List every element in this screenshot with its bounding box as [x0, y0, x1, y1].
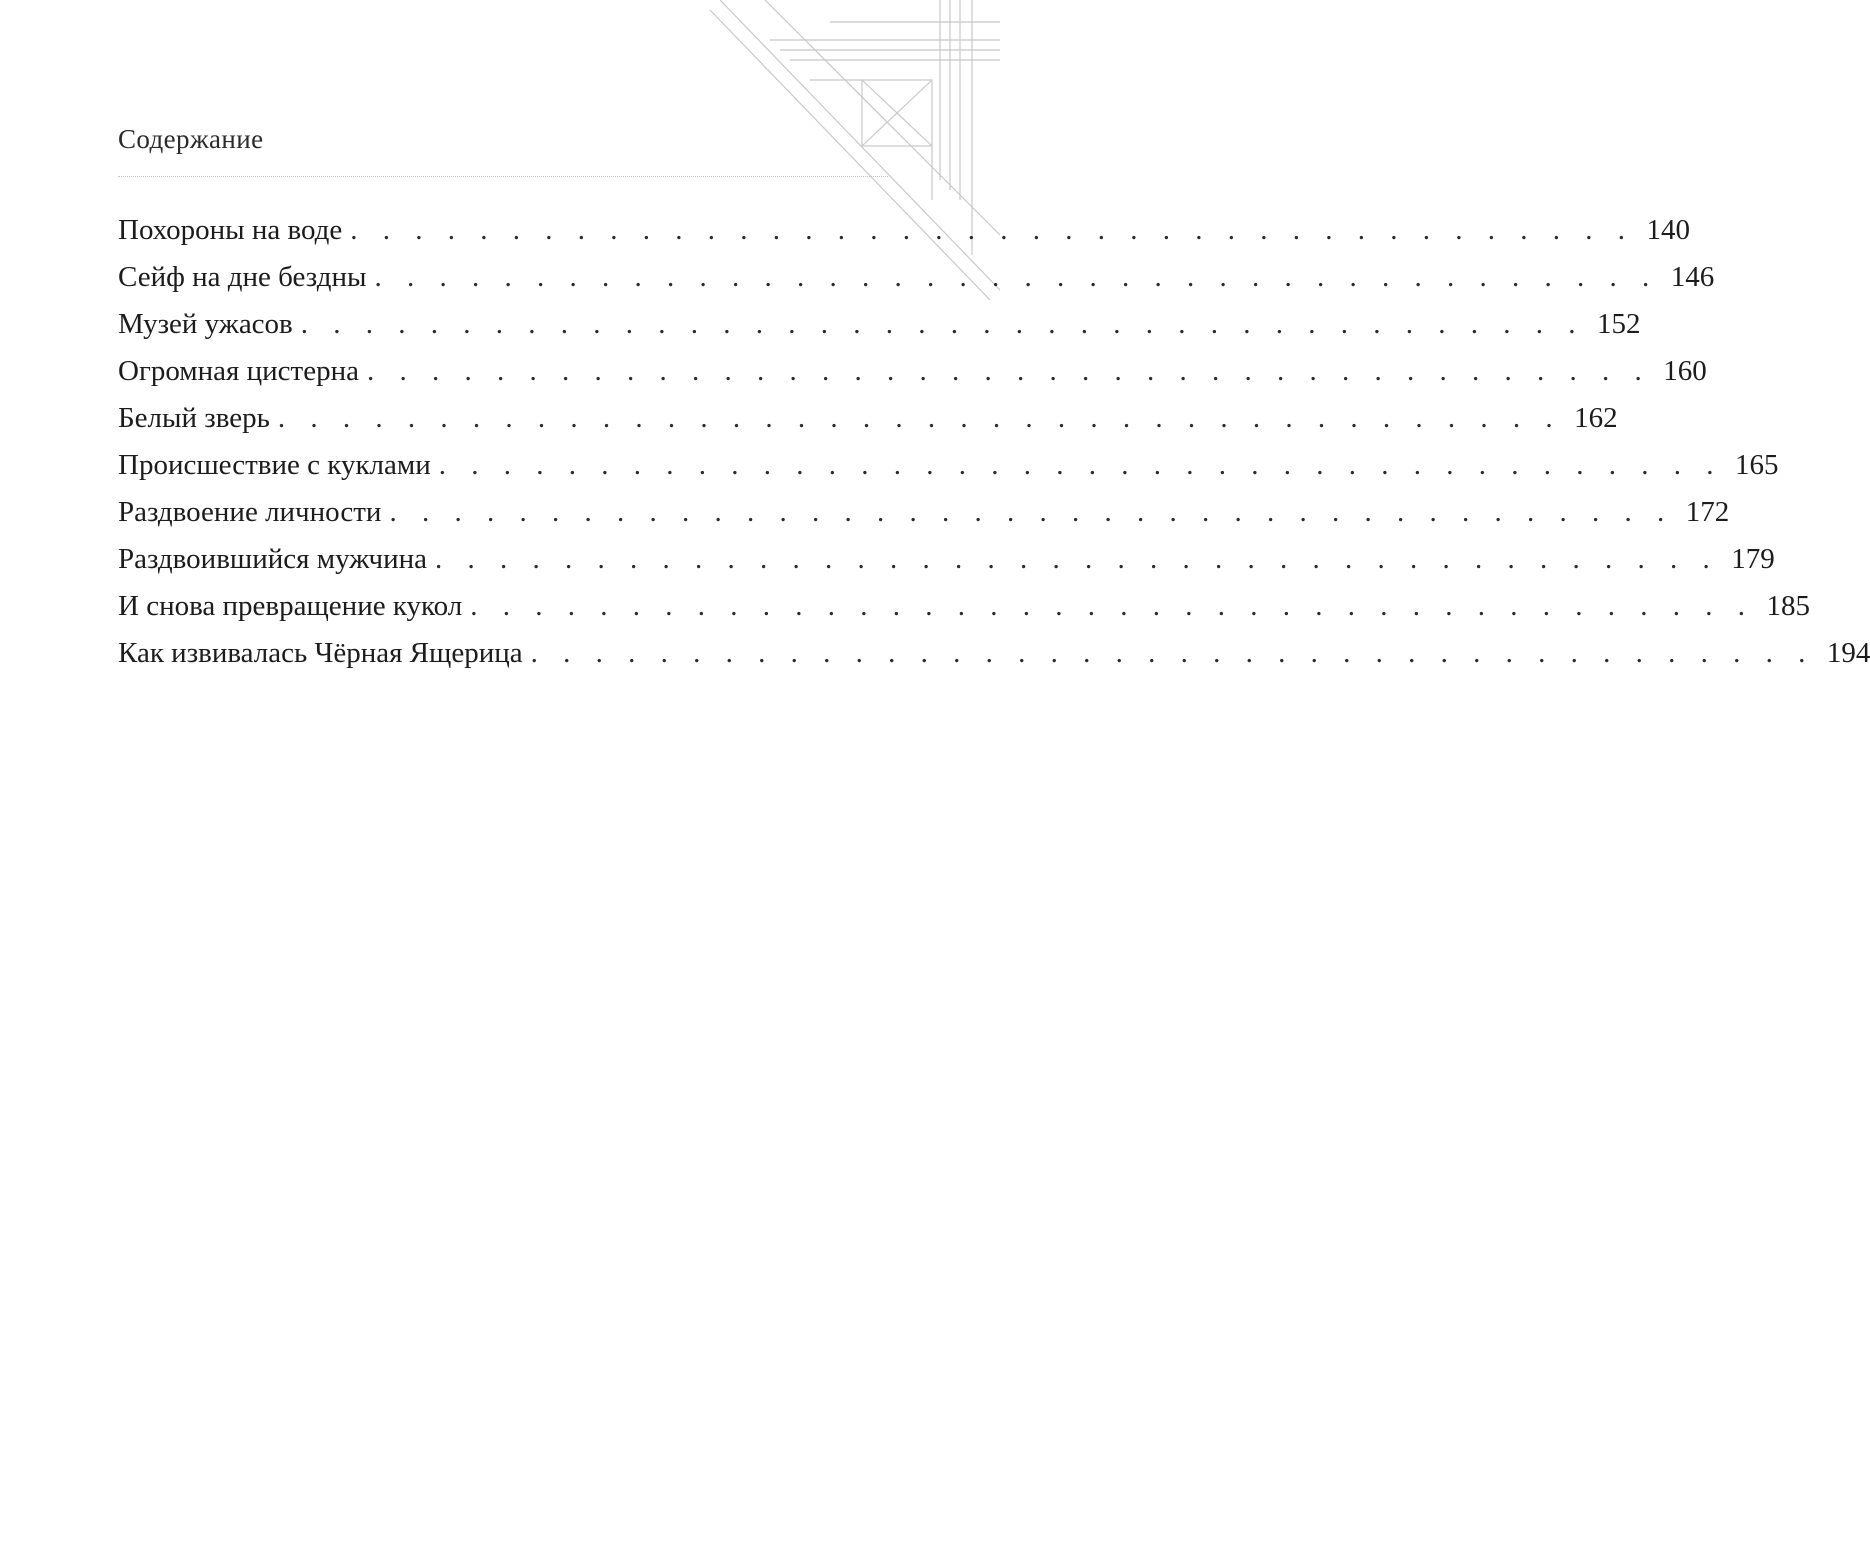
toc-dot-leader: . . . . . . . . . . . . . . . . . . . . . . . . . . . . . . . . . . . . . . . .	[350, 214, 1635, 246]
toc-entry[interactable]	[118, 210, 1691, 257]
toc-entry-title: Музей ужасов	[118, 308, 293, 340]
toc-entry[interactable]	[118, 633, 1870, 680]
toc-entry-page: 160	[1663, 355, 1707, 387]
toc-dot-leader: . . . . . . . . . . . . . . . . . . . . . . . . . . . . . . . . . . . . . . . .	[366, 355, 1651, 387]
toc-entry[interactable]	[118, 586, 1810, 633]
toc-entry-title: Как извивалась Чёрная Ящерица	[118, 637, 523, 669]
toc-entry[interactable]	[118, 445, 1779, 492]
toc-entry[interactable]	[118, 257, 1715, 304]
toc-entry-page: 194	[1826, 637, 1870, 669]
toc-dot-leader: . . . . . . . . . . . . . . . . . . . . . . . . . . . . . . . . . . . . . . . .	[374, 261, 1659, 293]
page-header-title: Содержание	[118, 124, 264, 154]
toc-entry-title: Раздвоение личности	[118, 496, 382, 528]
toc-entry-page: 140	[1646, 214, 1691, 246]
toc-dot-leader: . . . . . . . . . . . . . . . . . . . . . . . . . . . . . . . . . . . . . . . .	[277, 402, 1562, 434]
toc-dot-leader: . . . . . . . . . . . . . . . . . . . . . . . . . . . . . . . . . . . . . . . .	[435, 543, 1719, 575]
toc-entry-page: 162	[1574, 402, 1618, 434]
toc-entry-title: Происшествие с куклами	[118, 449, 431, 481]
toc-entry[interactable]	[118, 492, 1730, 539]
toc-dot-leader: . . . . . . . . . . . . . . . . . . . . . . . . . . . . . . . . . . . . . . . .	[470, 590, 1754, 622]
toc-dot-leader: . . . . . . . . . . . . . . . . . . . . . . . . . . . . . . . . . . . . . . . .	[300, 308, 1585, 340]
toc-entry-title: Раздвоившийся мужчина	[118, 543, 428, 575]
toc-entry-page: 172	[1685, 496, 1730, 528]
toc-entry-page: 179	[1731, 543, 1775, 575]
toc-entry[interactable]	[118, 539, 1775, 586]
table-of-contents	[118, 210, 1870, 680]
toc-entry[interactable]	[118, 304, 1641, 351]
toc-entry-page: 185	[1766, 590, 1810, 622]
toc-entry-title: И снова превращение кукол	[118, 590, 463, 622]
toc-entry-page: 152	[1597, 308, 1641, 340]
toc-dot-leader: . . . . . . . . . . . . . . . . . . . . . . . . . . . . . . . . . . . . . . . .	[438, 449, 1723, 481]
toc-entry[interactable]	[118, 398, 1618, 445]
toc-entry-title: Похороны на воде	[118, 214, 343, 246]
toc-entry-title: Белый зверь	[118, 402, 270, 434]
header-divider	[118, 176, 888, 177]
toc-entry-title: Огромная цистерна	[118, 355, 359, 387]
toc-dot-leader: . . . . . . . . . . . . . . . . . . . . . . . . . . . . . . . . . . . . . . . .	[530, 637, 1815, 669]
toc-entry-page: 165	[1735, 449, 1779, 481]
toc-entry[interactable]	[118, 351, 1707, 398]
toc-entry-page: 146	[1670, 261, 1715, 293]
toc-entry-title: Сейф на дне бездны	[118, 261, 367, 293]
toc-dot-leader: . . . . . . . . . . . . . . . . . . . . . . . . . . . . . . . . . . . . . . . .	[389, 496, 1674, 528]
